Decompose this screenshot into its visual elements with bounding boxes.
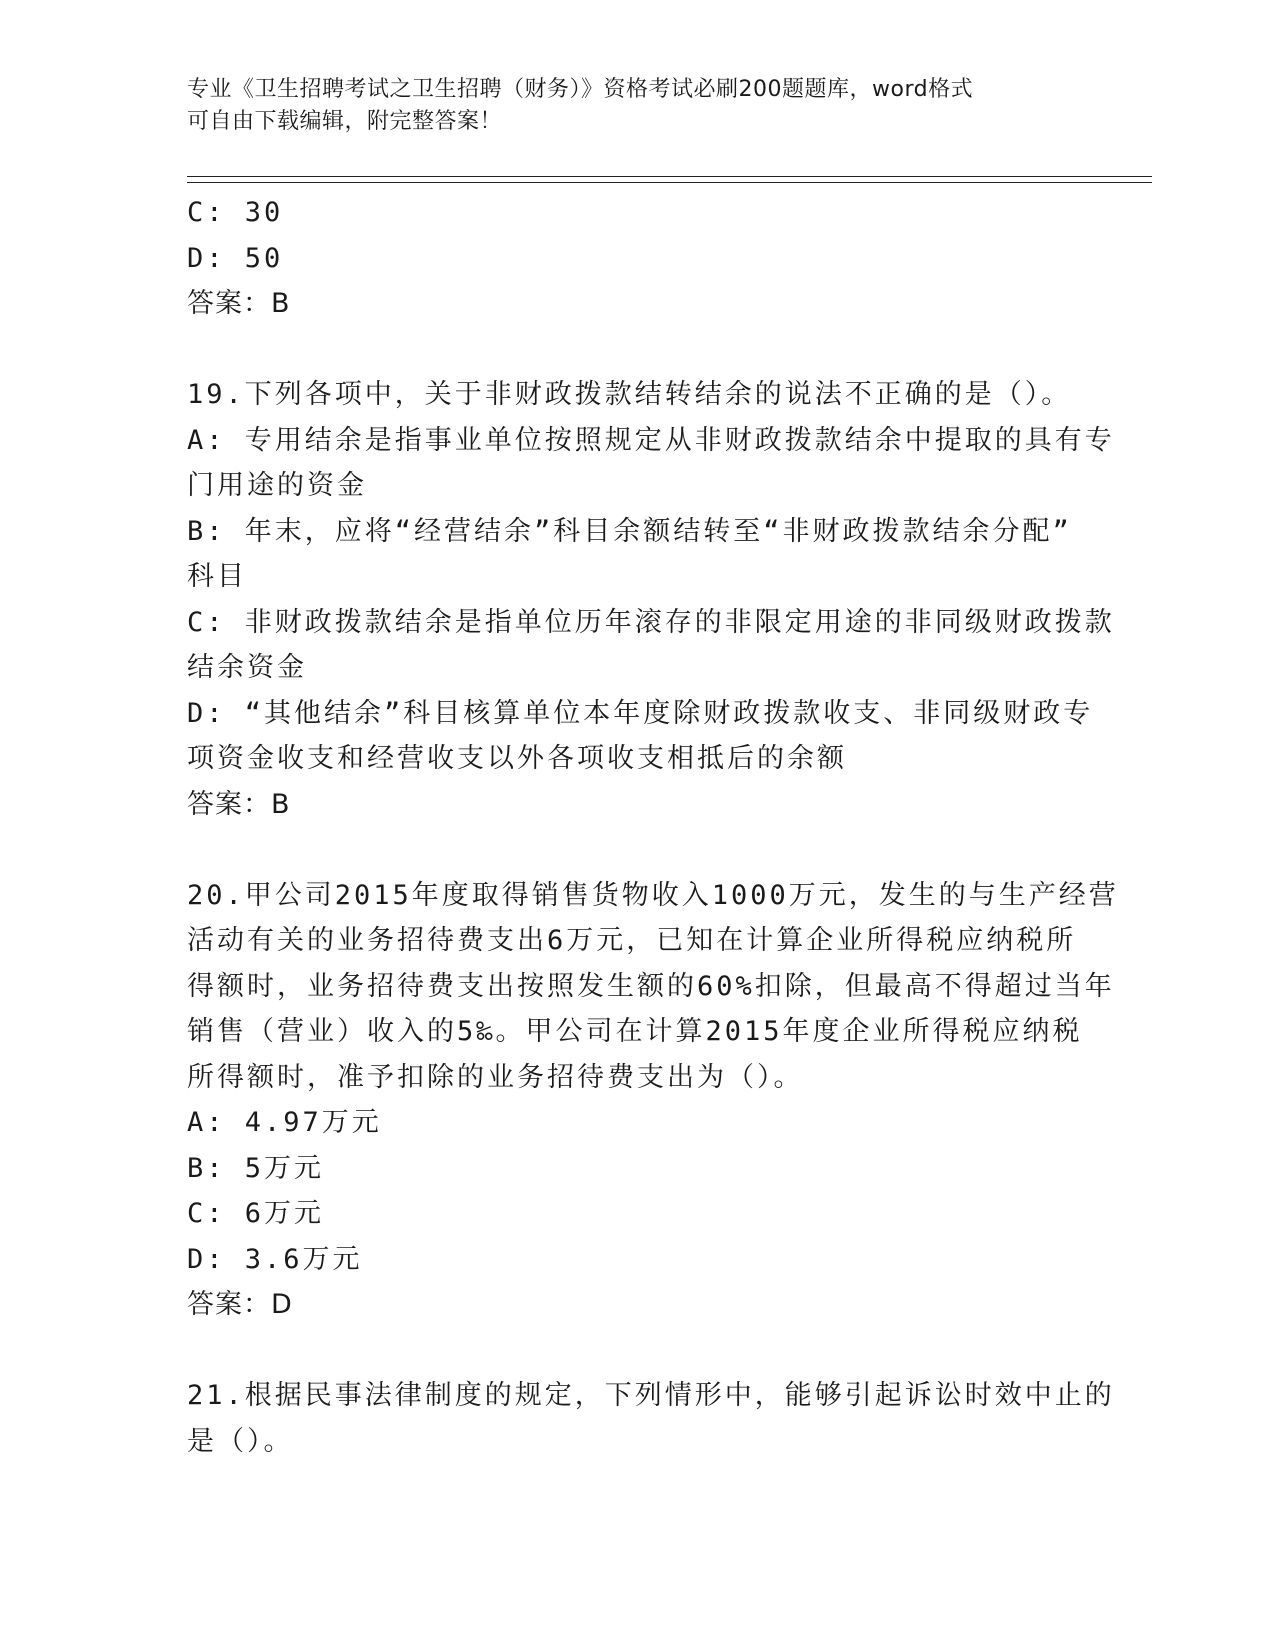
- question-list: [187, 190, 1119, 1464]
- answer-line: 答案：B: [187, 788, 291, 820]
- spacer: [187, 827, 1087, 873]
- question-stem-continued: 所得额时，准予扣除的业务招待费支出为（）。: [187, 1061, 804, 1093]
- answer-line: 答案：D: [187, 1289, 293, 1320]
- answer-line: 答案：B: [187, 288, 291, 319]
- option-a: A: 专用结余是指事业单位按照规定从非财政拨款结余中提取的具有专: [187, 424, 1115, 456]
- header-title-line-1: 专业《卫生招聘考试之卫生招聘（财务）》资格考试必刷200题题库，word格式: [187, 77, 974, 102]
- option-a-continued: 门用途的资金: [187, 470, 367, 501]
- question-stem: 20.甲公司2015年度取得销售货物收入1000万元，发生的与生产经营: [187, 879, 1119, 911]
- option-c: C: 6万元: [187, 1198, 325, 1229]
- option-b: B: 年末，应将“经营结余”科目余额结转至“非财政拨款结余分配”: [187, 515, 1072, 547]
- option-d: D: “其他结余”科目核算单位本年度除财政拨款收支、非同级财政专: [187, 697, 1094, 729]
- question-21: [187, 1373, 1115, 1464]
- question-stem-continued: 活动有关的业务招待费支出6万元，已知在计算企业所得税应纳税所: [187, 925, 1077, 956]
- question-stem-continued: 销售（营业）收入的5‰。甲公司在计算2015年度企业所得税应纳税: [187, 1016, 1083, 1047]
- header-title-line-2: 可自由下载编辑，附完整答案！: [187, 109, 503, 134]
- option-c: C: 30: [187, 197, 284, 228]
- header-divider-top: [187, 176, 1152, 177]
- question-19: [187, 372, 1115, 827]
- question-stem: 19.下列各项中，关于非财政拨款结转结余的说法不正确的是（）。: [187, 379, 1072, 410]
- option-b: B: 5万元: [187, 1152, 325, 1184]
- option-c-continued: 结余资金: [187, 652, 307, 683]
- document-header: [187, 74, 1087, 138]
- option-d-continued: 项资金收支和经营收支以外各项收支相抵后的余额: [187, 743, 847, 774]
- question-stem: 21.根据民事法律制度的规定，下列情形中，能够引起诉讼时效中止的: [187, 1380, 1115, 1411]
- spacer: [187, 327, 1087, 373]
- question-stem-continued: 得额时，业务招待费支出按照发生额的60%扣除，但最高不得超过当年: [187, 970, 1115, 1002]
- option-d: D: 50: [187, 242, 284, 274]
- spacer: [187, 1328, 1087, 1374]
- option-a: A: 4.97万元: [187, 1107, 382, 1138]
- option-d: D: 3.6万元: [187, 1243, 363, 1275]
- question-18-tail: [187, 190, 1087, 327]
- option-b-continued: 科目: [187, 561, 247, 592]
- header-divider-bottom: [187, 182, 1152, 183]
- question-20: [187, 873, 1119, 1328]
- option-c: C: 非财政拨款结余是指单位历年滚存的非限定用途的非同级财政拨款: [187, 606, 1115, 638]
- question-stem-continued: 是（）。: [187, 1425, 294, 1457]
